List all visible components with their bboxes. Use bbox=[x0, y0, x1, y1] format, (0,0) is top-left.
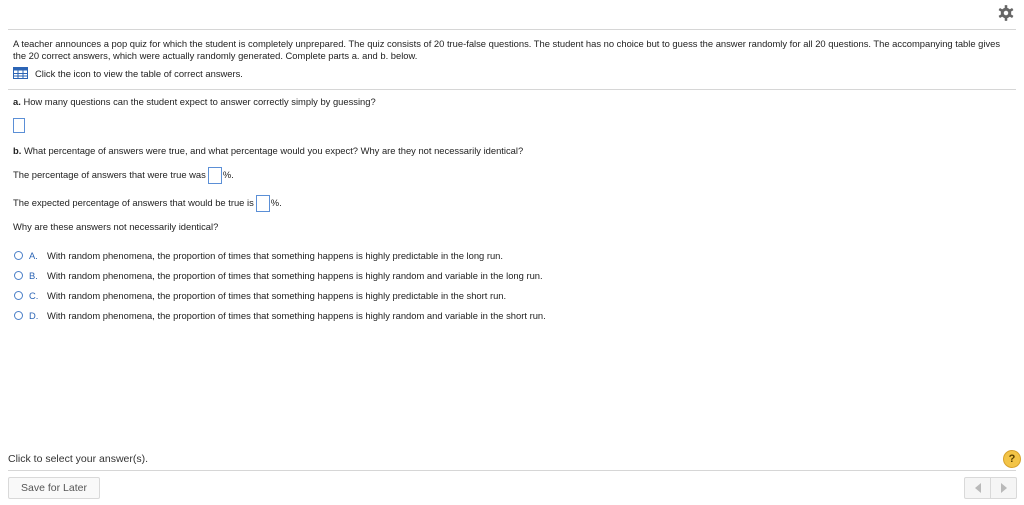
top-divider bbox=[8, 29, 1016, 30]
part-a-label: a. bbox=[13, 96, 21, 107]
part-b-label: b. bbox=[13, 145, 22, 156]
expected-percentage-line bbox=[13, 195, 282, 212]
option-b-letter: B. bbox=[29, 270, 38, 281]
option-d-letter: D. bbox=[29, 310, 39, 321]
expected-percentage-input[interactable] bbox=[256, 195, 270, 212]
previous-button[interactable] bbox=[965, 478, 990, 498]
gear-icon[interactable] bbox=[997, 4, 1015, 22]
radio-option-a[interactable] bbox=[14, 251, 23, 260]
option-d[interactable] bbox=[13, 310, 546, 321]
option-a[interactable] bbox=[13, 250, 503, 261]
status-message: Click to select your answer(s). bbox=[8, 453, 149, 465]
part-b-question bbox=[13, 145, 523, 157]
option-c-letter: C. bbox=[29, 290, 39, 301]
expected-percentage-suffix: %. bbox=[270, 196, 282, 208]
part-b-text: What percentage of answers were true, and what percentage would you expect? Why are they not necessarily identical? bbox=[23, 145, 524, 156]
part-a-answer-input[interactable] bbox=[13, 118, 25, 133]
view-table-link[interactable] bbox=[13, 67, 243, 79]
why-question: Why are these answers not necessarily identical? bbox=[13, 221, 219, 232]
option-c[interactable] bbox=[13, 290, 506, 301]
expected-percentage-prefix: The expected percentage of answers that would be true is bbox=[13, 196, 254, 208]
true-percentage-line bbox=[13, 167, 234, 184]
true-percentage-prefix: The percentage of answers that were true was bbox=[13, 168, 206, 180]
save-for-later-button[interactable]: Save for Later bbox=[8, 477, 100, 499]
next-button[interactable] bbox=[990, 478, 1016, 498]
part-divider bbox=[8, 89, 1016, 90]
option-a-letter: A. bbox=[29, 250, 38, 261]
part-a-text: How many questions can the student expect to answer correctly simply by guessing? bbox=[23, 96, 376, 107]
option-d-text[interactable]: With random phenomena, the proportion of times that something happens is highly random and variable in the short run. bbox=[47, 310, 546, 321]
radio-option-c[interactable] bbox=[14, 291, 23, 300]
table-icon[interactable] bbox=[13, 67, 28, 79]
right-arrow-icon bbox=[1001, 483, 1007, 493]
option-b[interactable] bbox=[13, 270, 543, 281]
option-b-text[interactable]: With random phenomena, the proportion of times that something happens is highly random and variable in the long run. bbox=[47, 270, 543, 281]
radio-option-b[interactable] bbox=[14, 271, 23, 280]
footer-divider bbox=[8, 470, 1016, 471]
problem-statement: A teacher announces a pop quiz for which the student is completely unprepared. The quiz consists of 20 true-false questions. The student has no choice but to guess the answer randomly for all 20 questions. The accompanying table gives the 20 correct answers, which were actually randomly generated. Complete parts a. and b. below. bbox=[13, 38, 1001, 61]
part-a-question bbox=[13, 96, 376, 108]
radio-option-d[interactable] bbox=[14, 311, 23, 320]
help-icon[interactable]: ? bbox=[1003, 450, 1021, 468]
option-c-text[interactable]: With random phenomena, the proportion of times that something happens is highly predictable in the short run. bbox=[47, 290, 507, 301]
option-a-text[interactable]: With random phenomena, the proportion of times that something happens is highly predictable in the long run. bbox=[47, 250, 504, 261]
question-nav bbox=[964, 477, 1017, 499]
left-arrow-icon bbox=[975, 483, 981, 493]
true-percentage-input[interactable] bbox=[208, 167, 222, 184]
true-percentage-suffix: %. bbox=[222, 168, 234, 180]
table-link-text[interactable]: Click the icon to view the table of correct answers. bbox=[35, 67, 243, 79]
